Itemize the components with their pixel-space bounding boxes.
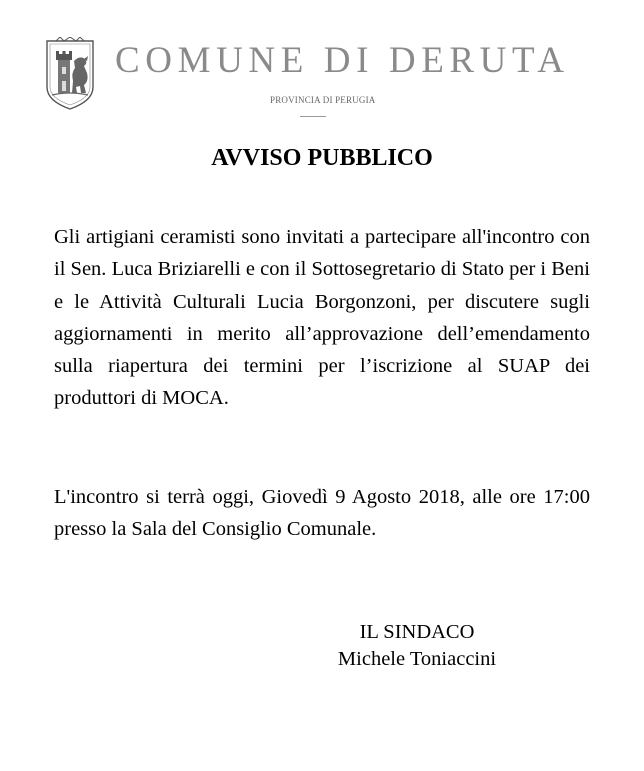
notice-paragraph-invitation: Gli artigiani ceramisti sono invitati a partecipare all'incontro con il Sen. Luca Briziarelli e con il Sottosegretario di Stato per i Beni e le Attività Culturali Lucia Borgonzoni, per discutere sugli aggiornamenti in merito all’approvazione dell’emendamento sulla riapertura dei termini per l’iscrizione al SUAP dei produttori di MOCA. [54,226,590,410]
municipality-title: COMUNE DI DERUTA [115,40,570,81]
header-divider [300,116,326,117]
signature-role: IL SINDACO [359,621,475,643]
notice-heading: AVVISO PUBBLICO [211,145,433,171]
municipal-crest-icon [44,37,96,111]
signature-block [282,619,552,673]
province-subtitle: PROVINCIA DI PERUGIA [270,95,376,105]
notice-paragraph-meeting-details: L'incontro si terrà oggi, Giovedì 9 Agosto 2018, alle ore 17:00 presso la Sala del Consiglio Comunale. [54,486,590,541]
signature-name: Michele Toniaccini [337,648,497,670]
